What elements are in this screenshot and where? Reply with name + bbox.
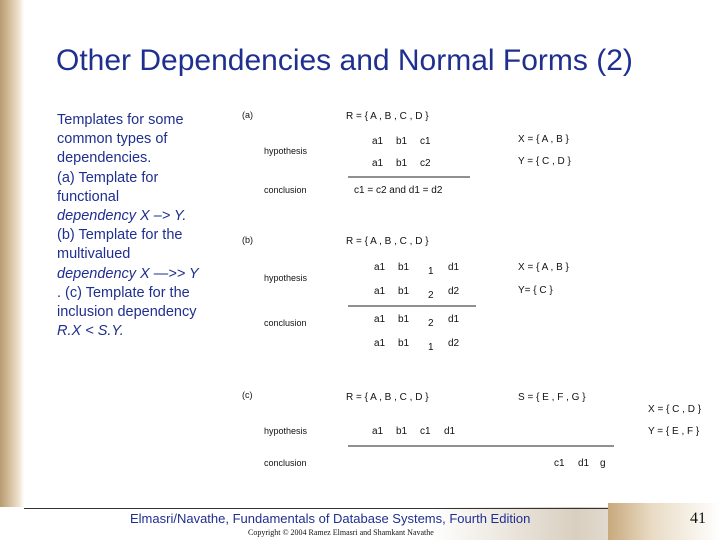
body-line: inclusion dependency (57, 304, 197, 321)
relation-r-c: R = { A , B , C , D } (346, 392, 429, 403)
conclusion-a: c1 = c2 and d1 = d2 (354, 185, 443, 196)
tuple-value: b1 (398, 286, 410, 297)
footer-divider (24, 508, 608, 509)
label-b: (b) (242, 235, 253, 245)
tuple-value: d1 (448, 262, 460, 273)
body-line: Templates for some (57, 112, 184, 128)
body-line: (b) Template for the (57, 227, 183, 244)
label-a: (a) (242, 110, 253, 120)
x-set-a: X = { A , B } (518, 134, 569, 145)
body-line: . (c) Template for the (57, 284, 190, 301)
footer-text: Elmasri/Navathe, Fundamentals of Database Systems, Fourth Edition (130, 511, 531, 526)
y-set-b: Y= { C } (518, 285, 553, 296)
body-line: R.X < S.Y. (57, 323, 124, 340)
hypothesis-label-c: hypothesis (264, 426, 308, 436)
label-c: (c) (242, 390, 253, 400)
y-set-c: Y = { E , F } (648, 426, 700, 437)
tuple-value: 2 (428, 318, 434, 329)
conclusion-label-a: conclusion (264, 185, 307, 195)
tuple-value: b1 (396, 158, 408, 169)
tuple-value: d1 (448, 314, 460, 325)
tuple-value: a1 (372, 158, 384, 169)
tuple-value: c1 (420, 136, 431, 147)
body-line: dependencies. (57, 150, 152, 167)
decorative-sidebar (0, 0, 24, 540)
tuple-value: d2 (448, 286, 460, 297)
copyright-text: Copyright © 2004 Ramez Elmasri and Shamkant Navathe (248, 528, 434, 537)
tuple-value: d2 (448, 338, 460, 349)
tuple-value: d1 (444, 426, 456, 437)
tuple-value: 1 (428, 266, 434, 277)
conclusion-label-c: conclusion (264, 458, 307, 468)
tuple-value: a1 (372, 426, 384, 437)
body-line: dependency X —>> Y (57, 265, 199, 282)
y-set-a: Y = { C , D } (518, 156, 571, 167)
tuple-value: b1 (398, 262, 410, 273)
dependency-templates-figure (230, 100, 720, 480)
tuple-value: 2 (428, 290, 434, 301)
tuple-value: c1 (420, 426, 431, 437)
relation-b: R = { A , B , C , D } (346, 236, 429, 247)
relation-a: R = { A , B , C , D } (346, 111, 429, 122)
tuple-value: b1 (398, 314, 410, 325)
tuple-value: d1 (578, 458, 590, 469)
tuple-value: g (600, 458, 606, 469)
body-line: common types of (57, 131, 168, 148)
body-line: functional (57, 188, 120, 205)
tuple-value: a1 (374, 262, 386, 273)
conclusion-label-b: conclusion (264, 318, 307, 328)
tuple-value: c1 (554, 458, 565, 469)
slide-title: Other Dependencies and Normal Forms (2) (56, 44, 633, 77)
x-set-b: X = { A , B } (518, 262, 569, 273)
tuple-value: a1 (374, 286, 386, 297)
x-set-c: X = { C , D } (648, 404, 702, 415)
tuple-value: b1 (396, 426, 408, 437)
body-line: multivalued (57, 246, 131, 263)
page-number: 41 (690, 510, 706, 527)
tuple-value: 1 (428, 342, 434, 353)
body-line: (a) Template for (57, 169, 159, 186)
tuple-value: a1 (374, 338, 386, 349)
slide-body (57, 111, 217, 341)
body-line: dependency X –> Y. (57, 208, 187, 225)
tuple-value: a1 (374, 314, 386, 325)
tuple-value: a1 (372, 136, 384, 147)
tuple-value: c2 (420, 158, 431, 169)
tuple-value: b1 (396, 136, 408, 147)
hypothesis-label-a: hypothesis (264, 146, 308, 156)
hypothesis-label-b: hypothesis (264, 273, 308, 283)
tuple-value: b1 (398, 338, 410, 349)
relation-s-c: S = { E , F , G } (518, 392, 586, 403)
